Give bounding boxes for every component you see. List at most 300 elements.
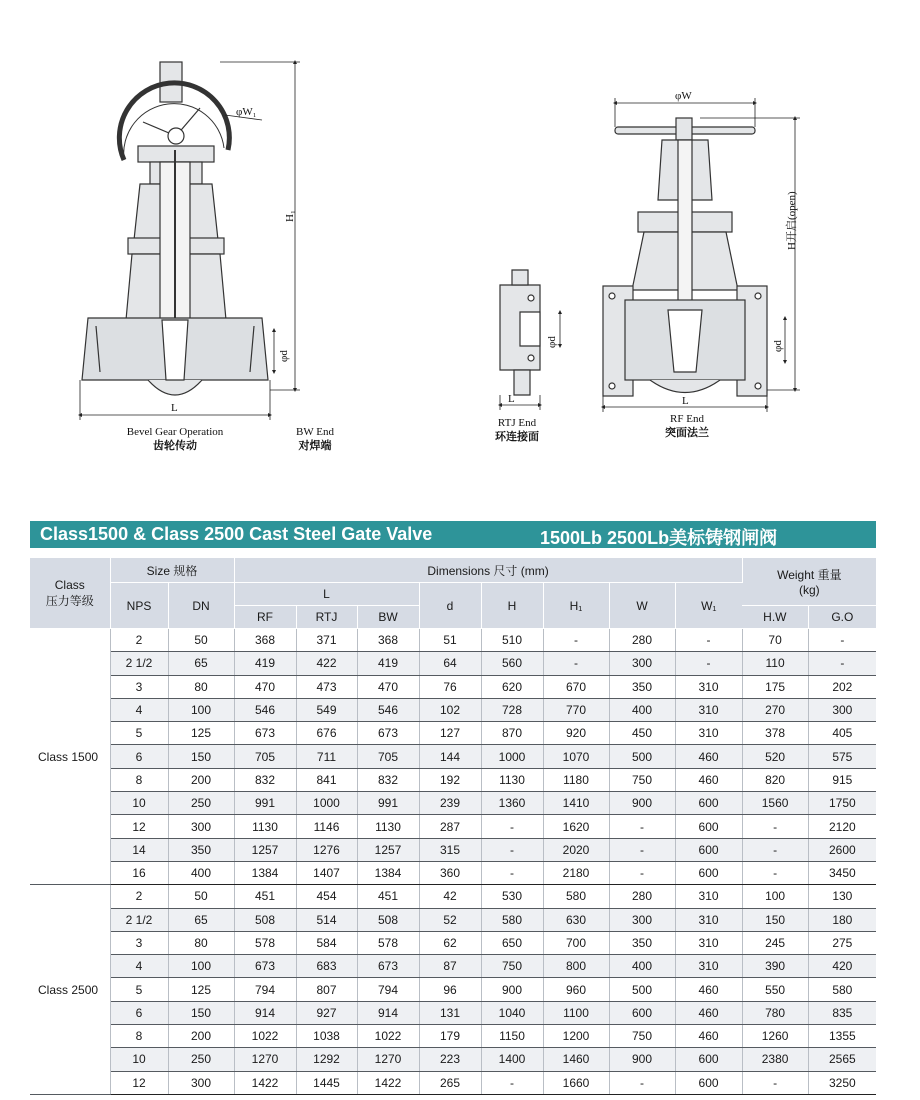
table-cell: 1260	[742, 1025, 808, 1048]
table-cell: 1620	[543, 815, 609, 838]
table-cell: 673	[357, 955, 419, 978]
table-cell: 144	[419, 745, 481, 768]
table-cell: 832	[234, 768, 296, 791]
table-cell: 600	[675, 1048, 742, 1071]
table-cell: 1180	[543, 768, 609, 791]
header-h1: H₁	[543, 583, 609, 629]
table-cell: 473	[296, 675, 357, 698]
table-cell: 1070	[543, 745, 609, 768]
table-cell: -	[808, 629, 876, 652]
table-cell: 270	[742, 698, 808, 721]
table-cell: 870	[481, 722, 543, 745]
header-d: d	[419, 583, 481, 629]
table-cell: 315	[419, 838, 481, 861]
table-cell: 368	[234, 629, 296, 652]
table-cell: 500	[609, 745, 675, 768]
table-cell: 52	[419, 908, 481, 931]
table-cell: -	[808, 652, 876, 675]
table-cell: 1422	[357, 1071, 419, 1094]
table-cell: 673	[357, 722, 419, 745]
table-cell: 1360	[481, 792, 543, 815]
table-cell: -	[543, 652, 609, 675]
table-cell: 1040	[481, 1001, 543, 1024]
caption-bevel-gear-en: Bevel Gear Operation	[126, 426, 224, 438]
table-cell: 76	[419, 675, 481, 698]
table-row	[30, 838, 876, 861]
table-cell: 460	[675, 745, 742, 768]
table-cell: 1100	[543, 1001, 609, 1024]
table-cell: 300	[168, 1071, 234, 1094]
table-cell: 275	[808, 931, 876, 954]
caption-bw-end-cn: 对焊端	[298, 439, 332, 452]
table-cell: 600	[675, 1071, 742, 1094]
caption-rf-end	[652, 413, 722, 439]
table-cell: 575	[808, 745, 876, 768]
caption-bevel-gear-cn: 齿轮传动	[153, 439, 197, 452]
table-row	[30, 745, 876, 768]
table-cell: 470	[234, 675, 296, 698]
dim-h1-label: H₁	[284, 210, 296, 222]
table-cell: 711	[296, 745, 357, 768]
table-cell: 14	[110, 838, 168, 861]
table-cell: 673	[234, 955, 296, 978]
table-cell: 4	[110, 955, 168, 978]
table-cell: 914	[357, 1001, 419, 1024]
title-bar	[30, 521, 876, 548]
header-go: G.O	[808, 606, 876, 629]
dim-d-label-left: φd	[278, 350, 290, 362]
table-cell: 2 1/2	[110, 652, 168, 675]
table-cell: -	[481, 1071, 543, 1094]
table-cell: 223	[419, 1048, 481, 1071]
table-cell: 1000	[296, 792, 357, 815]
table-row	[30, 978, 876, 1001]
table-cell: 3250	[808, 1071, 876, 1094]
table-cell: 2180	[543, 861, 609, 884]
table-cell: 150	[168, 1001, 234, 1024]
table-cell: 239	[419, 792, 481, 815]
table-cell: 62	[419, 931, 481, 954]
table-cell: 50	[168, 885, 234, 908]
table-cell: -	[675, 629, 742, 652]
dim-w-label: φW	[675, 90, 692, 102]
table-row	[30, 1048, 876, 1071]
header-class-cn: 压力等级	[45, 593, 94, 608]
table-cell: 508	[357, 908, 419, 931]
table-row	[30, 955, 876, 978]
table-cell: 676	[296, 722, 357, 745]
table-cell: 700	[543, 931, 609, 954]
table-cell: 5	[110, 978, 168, 1001]
table-cell: 728	[481, 698, 543, 721]
table-cell: 1270	[357, 1048, 419, 1071]
table-row	[30, 885, 876, 908]
table-cell: 520	[742, 745, 808, 768]
table-cell: 51	[419, 629, 481, 652]
table-cell: 500	[609, 978, 675, 1001]
table-cell: 250	[168, 1048, 234, 1071]
table-cell: 8	[110, 1025, 168, 1048]
table-cell: 2565	[808, 1048, 876, 1071]
table-cell: 914	[234, 1001, 296, 1024]
table-cell: 584	[296, 931, 357, 954]
table-cell: 350	[168, 838, 234, 861]
table-cell: 454	[296, 885, 357, 908]
dim-d-label-rtj: φd	[546, 336, 558, 348]
table-row	[30, 1001, 876, 1024]
table-cell: 80	[168, 675, 234, 698]
table-cell: 451	[234, 885, 296, 908]
table-cell: 300	[808, 698, 876, 721]
table-cell: 920	[543, 722, 609, 745]
title-cn: 1500Lb 2500Lb美标铸钢闸阀	[540, 528, 778, 548]
table-cell: 1130	[357, 815, 419, 838]
table-cell: 100	[168, 698, 234, 721]
table-row	[30, 1025, 876, 1048]
table-cell: 451	[357, 885, 419, 908]
table-cell: 2	[110, 629, 168, 652]
table-cell: 460	[675, 768, 742, 791]
table-cell: 150	[742, 908, 808, 931]
header-w1: W₁	[675, 583, 742, 629]
spec-table	[30, 558, 876, 1095]
table-cell: 1270	[234, 1048, 296, 1071]
table-cell: 508	[234, 908, 296, 931]
table-cell: 12	[110, 1071, 168, 1094]
table-cell: 1750	[808, 792, 876, 815]
table-cell: 1130	[481, 768, 543, 791]
header-hw: H.W	[742, 606, 808, 629]
table-cell: 630	[543, 908, 609, 931]
table-cell: 800	[543, 955, 609, 978]
table-cell: 250	[168, 792, 234, 815]
table-cell: 419	[234, 652, 296, 675]
table-cell: 300	[168, 815, 234, 838]
table-cell: 991	[234, 792, 296, 815]
table-cell: 1384	[357, 861, 419, 884]
table-cell: 65	[168, 652, 234, 675]
table-cell: 400	[609, 955, 675, 978]
table-cell: 2	[110, 885, 168, 908]
table-cell: 64	[419, 652, 481, 675]
table-cell: 100	[168, 955, 234, 978]
table-cell: 1400	[481, 1048, 543, 1071]
table-cell: 705	[234, 745, 296, 768]
table-cell: 550	[742, 978, 808, 1001]
header-bw: BW	[357, 606, 419, 629]
table-row	[30, 722, 876, 745]
header-weight-unit: (kg)	[799, 583, 820, 597]
table-cell: 360	[419, 861, 481, 884]
table-cell: 110	[742, 652, 808, 675]
table-cell: 4	[110, 698, 168, 721]
caption-bw-end	[280, 426, 350, 452]
table-cell: 419	[357, 652, 419, 675]
table-cell: 96	[419, 978, 481, 1001]
table-cell: -	[609, 838, 675, 861]
table-cell: 580	[543, 885, 609, 908]
table-cell: 549	[296, 698, 357, 721]
table-cell: 300	[609, 908, 675, 931]
table-cell: 927	[296, 1001, 357, 1024]
table-cell: 600	[609, 1001, 675, 1024]
table-cell: 1200	[543, 1025, 609, 1048]
header-rf: RF	[234, 606, 296, 629]
table-cell: 560	[481, 652, 543, 675]
caption-bevel-gear	[110, 426, 240, 452]
table-cell: 80	[168, 931, 234, 954]
header-l: L	[234, 583, 419, 606]
table-cell: 1355	[808, 1025, 876, 1048]
table-cell: 12	[110, 815, 168, 838]
header-nps: NPS	[110, 583, 168, 629]
table-cell: 670	[543, 675, 609, 698]
table-cell: 1000	[481, 745, 543, 768]
table-cell: 310	[675, 675, 742, 698]
table-cell: 100	[742, 885, 808, 908]
table-cell: 841	[296, 768, 357, 791]
table-cell: 400	[168, 861, 234, 884]
table-cell: 350	[609, 675, 675, 698]
header-w: W	[609, 583, 675, 629]
table-cell: 530	[481, 885, 543, 908]
valve-drawings	[0, 0, 920, 470]
table-cell: 378	[742, 722, 808, 745]
table-cell: 580	[481, 908, 543, 931]
table-cell: 510	[481, 629, 543, 652]
table-cell: -	[543, 629, 609, 652]
table-cell: 514	[296, 908, 357, 931]
table-cell: -	[742, 861, 808, 884]
table-cell: -	[675, 652, 742, 675]
table-row	[30, 675, 876, 698]
table-cell: 300	[609, 652, 675, 675]
table-cell: 5	[110, 722, 168, 745]
table-cell: 705	[357, 745, 419, 768]
table-row	[30, 1071, 876, 1094]
table-cell: 87	[419, 955, 481, 978]
table-cell: 600	[675, 792, 742, 815]
rf-valve-drawing	[603, 118, 767, 396]
header-rtj: RTJ	[296, 606, 357, 629]
table-cell: 10	[110, 1048, 168, 1071]
table-row	[30, 861, 876, 884]
table-cell: 1560	[742, 792, 808, 815]
table-cell: 8	[110, 768, 168, 791]
table-cell: 960	[543, 978, 609, 1001]
table-cell: 70	[742, 629, 808, 652]
table-cell: 405	[808, 722, 876, 745]
header-class	[30, 558, 110, 629]
table-cell: 102	[419, 698, 481, 721]
table-cell: 280	[609, 629, 675, 652]
table-cell: 1660	[543, 1071, 609, 1094]
caption-rtj-end-cn: 环连接面	[495, 430, 539, 443]
table-cell: 400	[609, 698, 675, 721]
table-cell: 3	[110, 931, 168, 954]
table-cell: 750	[481, 955, 543, 978]
table-cell: 1460	[543, 1048, 609, 1071]
table-cell: 125	[168, 722, 234, 745]
header-dn: DN	[168, 583, 234, 629]
table-cell: 2 1/2	[110, 908, 168, 931]
table-cell: 470	[357, 675, 419, 698]
table-cell: 180	[808, 908, 876, 931]
table-cell: 287	[419, 815, 481, 838]
dim-h-open-label: H开启(open)	[786, 191, 798, 250]
table-cell: 130	[808, 885, 876, 908]
table-row	[30, 815, 876, 838]
table-cell: 310	[675, 698, 742, 721]
table-cell: 578	[234, 931, 296, 954]
table-cell: 546	[357, 698, 419, 721]
dim-l-label-rf: L	[682, 395, 689, 407]
table-cell: 10	[110, 792, 168, 815]
caption-rtj-end	[482, 417, 552, 443]
table-cell: 175	[742, 675, 808, 698]
table-cell: 900	[609, 792, 675, 815]
table-cell: 750	[609, 1025, 675, 1048]
dim-w1-label: φW₁	[236, 106, 257, 118]
table-cell: 460	[675, 1001, 742, 1024]
table-cell: 1150	[481, 1025, 543, 1048]
table-cell: -	[742, 1071, 808, 1094]
table-cell: 450	[609, 722, 675, 745]
table-cell: 600	[675, 861, 742, 884]
table-cell: 673	[234, 722, 296, 745]
table-cell: 780	[742, 1001, 808, 1024]
header-size: Size 规格	[110, 558, 234, 583]
table-cell: -	[609, 1071, 675, 1094]
table-cell: 65	[168, 908, 234, 931]
table-cell: 310	[675, 908, 742, 931]
table-cell: 1445	[296, 1071, 357, 1094]
table-cell: 578	[357, 931, 419, 954]
table-cell: 1384	[234, 861, 296, 884]
table-cell: 16	[110, 861, 168, 884]
table-cell: 50	[168, 629, 234, 652]
table-cell: 915	[808, 768, 876, 791]
header-h: H	[481, 583, 543, 629]
header-weight-label: Weight 重量	[777, 568, 842, 582]
table-cell: 350	[609, 931, 675, 954]
table-cell: 835	[808, 1001, 876, 1024]
table-cell: 125	[168, 978, 234, 1001]
table-cell: -	[481, 815, 543, 838]
table-body	[30, 629, 876, 1095]
table-cell: 1422	[234, 1071, 296, 1094]
table-cell: 900	[609, 1048, 675, 1071]
table-cell: 265	[419, 1071, 481, 1094]
table-cell: 6	[110, 745, 168, 768]
table-cell: 600	[675, 815, 742, 838]
table-cell: 1022	[357, 1025, 419, 1048]
class-group-label: Class 1500	[30, 629, 110, 885]
table-cell: 280	[609, 885, 675, 908]
table-cell: 200	[168, 768, 234, 791]
table-cell: 1410	[543, 792, 609, 815]
table-cell: 794	[234, 978, 296, 1001]
table-cell: 1257	[234, 838, 296, 861]
table-cell: 580	[808, 978, 876, 1001]
table-cell: 1146	[296, 815, 357, 838]
table-cell: 200	[168, 1025, 234, 1048]
table-cell: 2020	[543, 838, 609, 861]
table-row	[30, 629, 876, 652]
caption-rf-end-cn: 突面法兰	[665, 426, 709, 439]
table-cell: -	[742, 815, 808, 838]
table-cell: 6	[110, 1001, 168, 1024]
table-cell: 794	[357, 978, 419, 1001]
table-cell: 420	[808, 955, 876, 978]
table-cell: -	[481, 861, 543, 884]
header-weight	[742, 558, 876, 606]
table-cell: 832	[357, 768, 419, 791]
table-cell: 179	[419, 1025, 481, 1048]
table-cell: 1038	[296, 1025, 357, 1048]
table-cell: 371	[296, 629, 357, 652]
table-cell: 683	[296, 955, 357, 978]
class-group-label: Class 2500	[30, 885, 110, 1095]
table-cell: -	[609, 861, 675, 884]
table-cell: 650	[481, 931, 543, 954]
dim-l-label-rtj: L	[508, 393, 515, 405]
table-cell: -	[742, 838, 808, 861]
table-cell: 1407	[296, 861, 357, 884]
table-cell: 1130	[234, 815, 296, 838]
table-cell: 310	[675, 722, 742, 745]
table-row	[30, 652, 876, 675]
table-cell: 3	[110, 675, 168, 698]
table-cell: 192	[419, 768, 481, 791]
table-cell: 1292	[296, 1048, 357, 1071]
caption-rtj-end-en: RTJ End	[497, 417, 537, 429]
header-class-en: Class	[54, 577, 85, 592]
table-cell: 131	[419, 1001, 481, 1024]
table-row	[30, 792, 876, 815]
table-cell: 390	[742, 955, 808, 978]
title-en: Class1500 & Class 2500 Cast Steel Gate Valve	[40, 524, 433, 544]
table-cell: 770	[543, 698, 609, 721]
table-cell: 460	[675, 978, 742, 1001]
table-cell: 1022	[234, 1025, 296, 1048]
dim-d-label-rf: φd	[772, 340, 784, 352]
table-cell: 127	[419, 722, 481, 745]
table-header	[30, 558, 876, 629]
table-row	[30, 931, 876, 954]
table-cell: 820	[742, 768, 808, 791]
table-cell: -	[609, 815, 675, 838]
table-cell: 600	[675, 838, 742, 861]
table-row	[30, 908, 876, 931]
table-cell: 2600	[808, 838, 876, 861]
table-cell: 310	[675, 955, 742, 978]
table-row	[30, 768, 876, 791]
table-row	[30, 698, 876, 721]
table-cell: 460	[675, 1025, 742, 1048]
table-cell: 310	[675, 885, 742, 908]
header-dimensions: Dimensions 尺寸 (mm)	[234, 558, 742, 583]
table-cell: 422	[296, 652, 357, 675]
table-cell: 991	[357, 792, 419, 815]
table-cell: 546	[234, 698, 296, 721]
table-cell: 3450	[808, 861, 876, 884]
table-cell: 807	[296, 978, 357, 1001]
table-cell: 202	[808, 675, 876, 698]
dim-l-label-left: L	[171, 402, 178, 414]
table-cell: 368	[357, 629, 419, 652]
table-cell: 1276	[296, 838, 357, 861]
